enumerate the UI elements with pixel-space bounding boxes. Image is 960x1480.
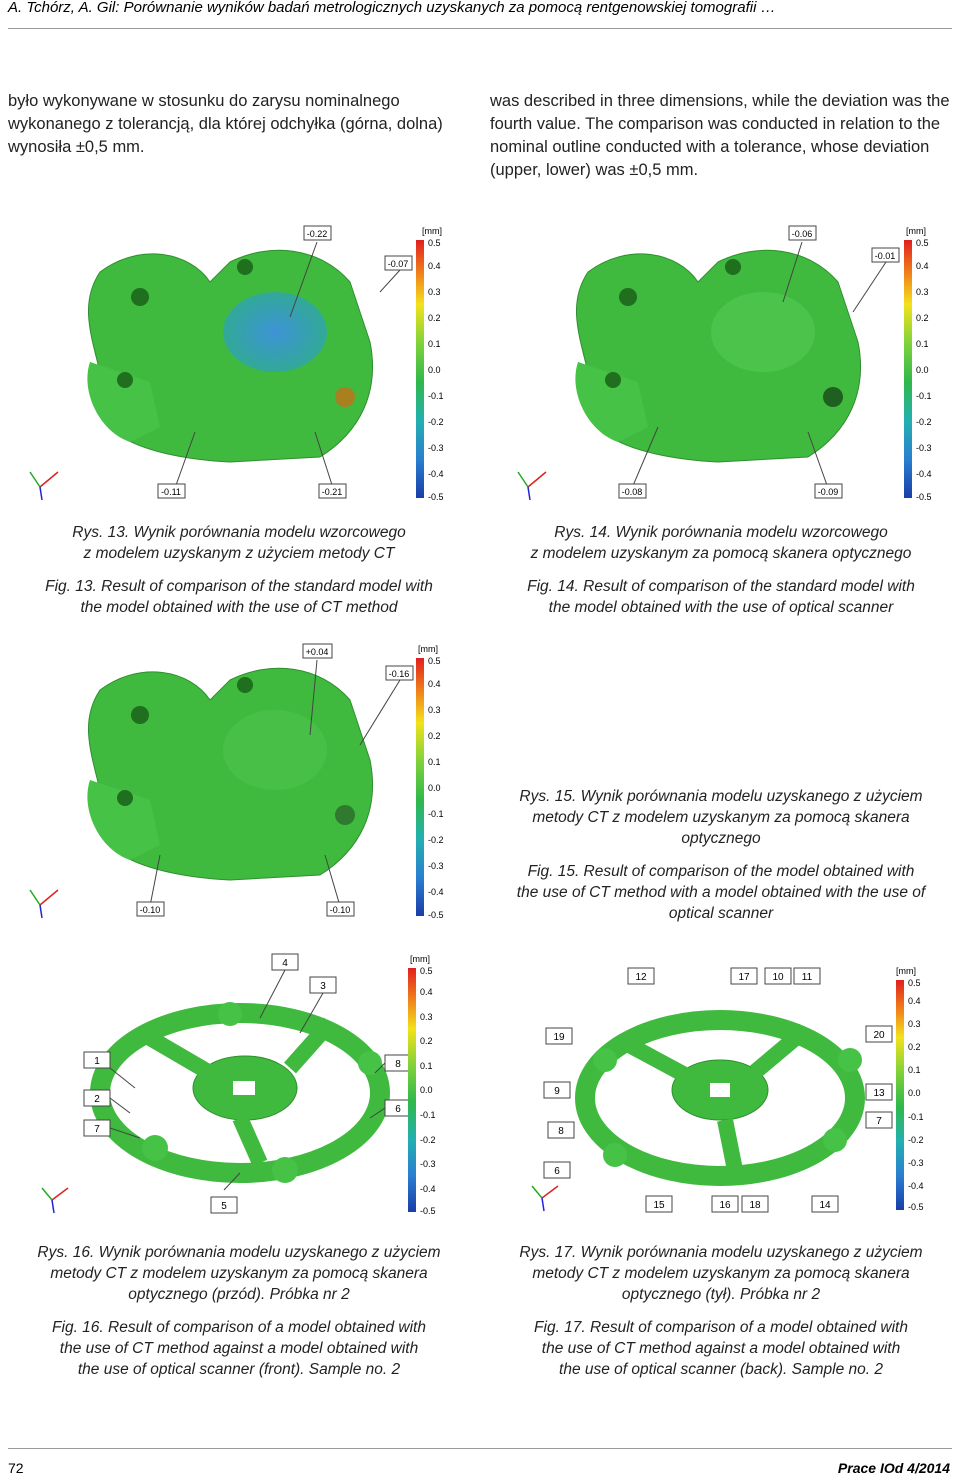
caption-line: the use of optical scanner (front). Sample no. 2 <box>77 1361 401 1378</box>
caption-line: optycznego (przód). Próbka nr 2 <box>128 1286 350 1303</box>
fig14-scale-tick: 0.1 <box>916 339 929 349</box>
fig13-scale-tick: 0.5 <box>428 238 441 248</box>
fig16-scale-tick: 0.3 <box>420 1012 433 1022</box>
fig17-marker: 7 <box>876 1116 882 1127</box>
fig15-callout-3: -0.10 <box>139 905 161 915</box>
fig15-scale-tick: 0.5 <box>428 656 441 666</box>
fig17-scale-tick: -0.1 <box>908 1112 924 1122</box>
fig16-marker: 4 <box>282 958 288 969</box>
fig15-scale-tick: 0.0 <box>428 783 441 793</box>
caption-line: the use of optical scanner (back). Sample no. 2 <box>559 1361 883 1378</box>
fig14-callout-4: -0.09 <box>817 487 839 497</box>
fig16-marker: 5 <box>221 1201 227 1212</box>
figure-17-image <box>520 960 940 1220</box>
fig17-marker: 11 <box>801 972 813 983</box>
fig14-callout-3: -0.08 <box>621 487 643 497</box>
fig17-marker: 18 <box>749 1200 761 1211</box>
fig16-scale-tick: -0.3 <box>420 1159 436 1169</box>
fig17-marker: 19 <box>553 1032 565 1043</box>
caption-line: the use of CT method against a model obtained with <box>59 1340 419 1357</box>
figure-14-caption <box>490 522 952 618</box>
fig13-scale-tick: 0.2 <box>428 313 441 323</box>
fig14-scale-tick: 0.0 <box>916 365 929 375</box>
footer-rule <box>8 1448 952 1449</box>
fig16-scale-tick: 0.2 <box>420 1036 433 1046</box>
fig17-scale-tick: -0.3 <box>908 1158 924 1168</box>
fig17-marker: 16 <box>719 1200 731 1211</box>
fig15-scale-tick: 0.4 <box>428 679 441 689</box>
fig13-scale-tick: -0.5 <box>428 492 444 502</box>
fig17-marker: 12 <box>635 972 647 983</box>
fig16-scale-tick: -0.4 <box>420 1184 436 1194</box>
fig13-scale-tick: -0.3 <box>428 443 444 453</box>
caption-line: metody CT z modelem uzyskanym za pomocą skanera <box>532 809 910 826</box>
fig17-marker: 10 <box>772 972 784 983</box>
caption-line: Fig. 16. Result of comparison of a model obtained with <box>52 1319 426 1336</box>
fig16-scale-tick: 0.4 <box>420 987 433 997</box>
caption-line: z modelem uzyskanym z użyciem metody CT <box>83 545 395 562</box>
fig13-scale-tick: 0.1 <box>428 339 441 349</box>
fig15-scale-tick: -0.1 <box>428 809 444 819</box>
fig17-marker: 9 <box>554 1086 560 1097</box>
fig13-scale-tick: -0.1 <box>428 391 444 401</box>
fig17-marker: 13 <box>873 1088 885 1099</box>
fig16-marker: 3 <box>320 981 326 992</box>
polish-paragraph: było wykonywane w stosunku do zarysu nominalnego wykonanego z tolerancją, dla której odchyłka (górna, dolna) wynosiła ±0,5 mm. <box>8 92 443 156</box>
fig17-scale-tick: 0.2 <box>908 1042 921 1052</box>
fig16-scale-tick: 0.0 <box>420 1085 433 1095</box>
fig17-scale-tick: -0.5 <box>908 1202 924 1212</box>
fig17-marker: 6 <box>554 1166 560 1177</box>
fig16-marker: 6 <box>395 1104 401 1115</box>
fig13-scale-unit: [mm] <box>422 226 442 236</box>
fig16-scale-unit: [mm] <box>410 954 430 964</box>
fig13-scale-tick: 0.4 <box>428 261 441 271</box>
fig13-callout-4: -0.21 <box>321 487 343 497</box>
fig15-callout-1: +0.04 <box>305 647 329 657</box>
journal-name: Prace IOd 4/2014 <box>837 1460 950 1476</box>
fig15-scale-tick: 0.1 <box>428 757 441 767</box>
caption-line: Fig. 13. Result of comparison of the standard model with <box>45 578 433 595</box>
caption-line: optycznego (tył). Próbka nr 2 <box>621 1286 821 1303</box>
caption-line: Fig. 14. Result of comparison of the standard model with <box>527 578 915 595</box>
fig16-marker: 8 <box>395 1059 401 1070</box>
fig16-marker: 2 <box>94 1094 100 1105</box>
fig16-scale-tick: -0.1 <box>420 1110 436 1120</box>
figure-14-image <box>508 222 948 504</box>
fig16-scale-tick: 0.5 <box>420 966 433 976</box>
fig13-callout-2: -0.07 <box>387 259 409 269</box>
running-title: A. Tchórz, A. Gil: Porównanie wyników badań metrologicznych uzyskanych za pomocą rentgenowskiej tomografii … <box>8 0 776 16</box>
caption-line: Rys. 14. Wynik porównania modelu wzorcowego <box>554 524 888 541</box>
caption-line: the model obtained with the use of CT method <box>80 599 398 616</box>
fig13-callout-1: -0.22 <box>306 229 328 239</box>
caption-line: optycznego <box>681 830 761 847</box>
fig17-scale-tick: 0.5 <box>908 978 921 988</box>
fig15-scale-unit: [mm] <box>418 644 438 654</box>
fig17-scale-unit: [mm] <box>896 966 916 976</box>
fig17-scale-tick: 0.4 <box>908 996 921 1006</box>
fig17-scale-tick: 0.0 <box>908 1088 921 1098</box>
figure-17-caption <box>490 1242 952 1380</box>
caption-line: Rys. 16. Wynik porównania modelu uzyskanego z użyciem <box>37 1244 441 1261</box>
fig15-scale-tick: -0.2 <box>428 835 444 845</box>
fig17-scale-tick: -0.2 <box>908 1135 924 1145</box>
fig16-scale-tick: 0.1 <box>420 1061 433 1071</box>
fig13-scale-tick: -0.2 <box>428 417 444 427</box>
fig16-marker: 7 <box>94 1124 100 1135</box>
fig15-scale-tick: -0.3 <box>428 861 444 871</box>
fig17-marker: 17 <box>738 972 750 983</box>
caption-line: optical scanner <box>668 905 774 922</box>
figure-16-caption <box>8 1242 470 1380</box>
caption-line: the use of CT method with a model obtained with the use of <box>516 884 926 901</box>
fig17-marker: 8 <box>558 1126 564 1137</box>
fig14-scale-unit: [mm] <box>906 226 926 236</box>
fig13-callout-3: -0.11 <box>161 487 181 497</box>
fig14-scale-tick: 0.4 <box>916 261 929 271</box>
caption-line: metody CT z modelem uzyskanym za pomocą skanera <box>532 1265 910 1282</box>
fig17-marker: 14 <box>819 1200 831 1211</box>
caption-line: Rys. 13. Wynik porównania modelu wzorcowego <box>72 524 406 541</box>
fig14-callout-2: -0.01 <box>874 251 896 261</box>
fig15-callout-2: -0.16 <box>388 669 410 679</box>
figure-16-image <box>30 948 450 1220</box>
caption-line: metody CT z modelem uzyskanym za pomocą skanera <box>50 1265 428 1282</box>
fig14-scale-tick: -0.5 <box>916 492 932 502</box>
fig15-scale-tick: -0.5 <box>428 910 444 920</box>
fig14-scale-tick: 0.3 <box>916 287 929 297</box>
fig14-scale-tick: 0.2 <box>916 313 929 323</box>
fig15-scale-tick: 0.3 <box>428 705 441 715</box>
caption-line: Fig. 15. Result of comparison of the model obtained with <box>527 863 915 880</box>
fig14-scale-tick: 0.5 <box>916 238 929 248</box>
fig14-scale-tick: -0.3 <box>916 443 932 453</box>
caption-line: z modelem uzyskanym za pomocą skanera optycznego <box>530 545 912 562</box>
fig17-scale-tick: -0.4 <box>908 1181 924 1191</box>
fig13-scale-tick: 0.0 <box>428 365 441 375</box>
figure-13-image <box>20 222 460 504</box>
fig16-scale-tick: -0.2 <box>420 1135 436 1145</box>
fig17-marker: 20 <box>873 1030 885 1041</box>
figure-15-caption <box>490 786 952 924</box>
caption-line: Rys. 15. Wynik porównania modelu uzyskanego z użyciem <box>519 788 923 805</box>
fig14-callout-1: -0.06 <box>791 229 813 239</box>
page-number: 72 <box>8 1460 24 1476</box>
english-paragraph: was described in three dimensions, while the deviation was the fourth value. The comparison was conducted in relation to the nominal outline conducted with a tolerance, whose deviation (upper, lower) was ±0,5 mm. <box>490 92 950 179</box>
fig14-scale-tick: -0.1 <box>916 391 932 401</box>
fig16-scale-tick: -0.5 <box>420 1206 436 1216</box>
fig17-marker: 15 <box>653 1200 665 1211</box>
caption-line: Rys. 17. Wynik porównania modelu uzyskanego z użyciem <box>519 1244 923 1261</box>
fig17-scale-tick: 0.1 <box>908 1065 921 1075</box>
caption-line: Fig. 17. Result of comparison of a model obtained with <box>534 1319 908 1336</box>
fig14-scale-tick: -0.4 <box>916 469 932 479</box>
fig16-marker: 1 <box>94 1056 100 1067</box>
fig13-scale-tick: -0.4 <box>428 469 444 479</box>
fig17-scale-tick: 0.3 <box>908 1019 921 1029</box>
running-header <box>8 0 952 29</box>
caption-line: the use of CT method against a model obtained with <box>541 1340 901 1357</box>
caption-line: the model obtained with the use of optical scanner <box>548 599 894 616</box>
fig15-scale-tick: -0.4 <box>428 887 444 897</box>
fig15-scale-tick: 0.2 <box>428 731 441 741</box>
figure-13-caption <box>8 522 470 618</box>
fig14-scale-tick: -0.2 <box>916 417 932 427</box>
fig15-callout-4: -0.10 <box>329 905 351 915</box>
figure-15-image <box>20 640 460 922</box>
fig13-scale-tick: 0.3 <box>428 287 441 297</box>
